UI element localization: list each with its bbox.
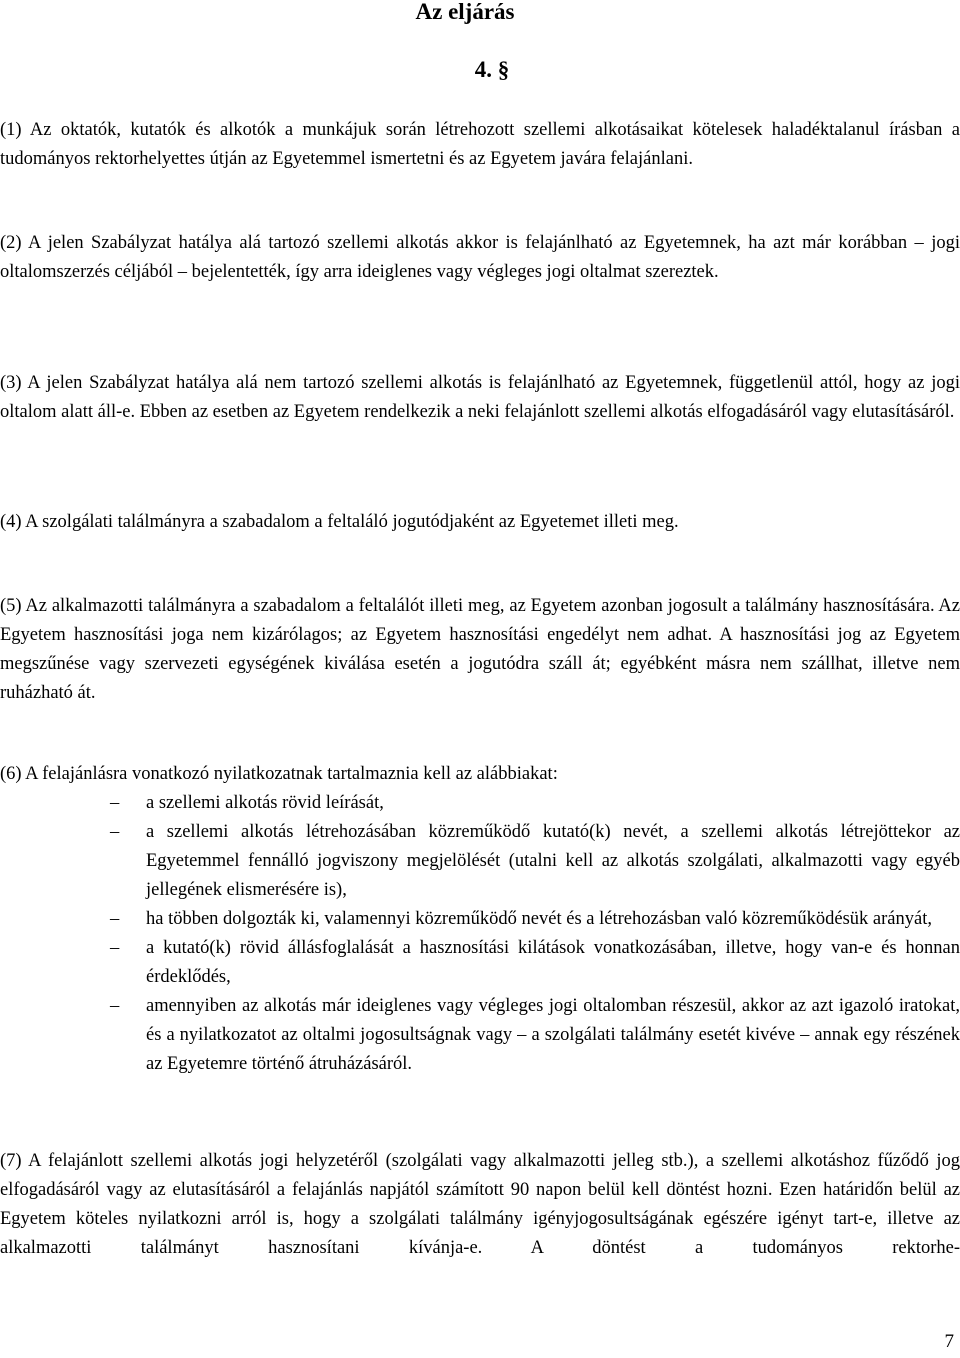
chapter-title: Az eljárás <box>415 0 515 24</box>
list-item-text: a kutató(k) rövid állásfoglalását a hasznosítási kilátások vonatkozásában, illetve, hogy van-e és honnan érdeklődés, <box>146 938 960 987</box>
list-item <box>0 789 960 818</box>
list-item-text: a szellemi alkotás rövid leírását, <box>146 793 384 813</box>
list-item <box>0 992 960 1079</box>
paragraph-6: (6) A felajánlásra vonatkozó nyilatkozatnak tartalmaznia kell az alábbiakat: <box>0 764 558 784</box>
list-dash: – <box>110 822 120 842</box>
list-item-text: amennyiben az alkotás már ideiglenes vagy végleges jogi oltalomban részesül, akkor az azt igazoló iratokat, és a nyilatkozatot az oltalmi jogosultságnak vagy – a szolgálati találmány esetét kivéve – annak egy részének az Egyetemre történő átruházásáról. <box>146 996 960 1074</box>
requirements-list <box>0 789 960 1079</box>
list-dash: – <box>110 938 120 958</box>
paragraph-7: (7) A felajánlott szellemi alkotás jogi helyzetéről (szolgálati vagy alkalmazotti jelleg stb.), a szellemi alkotáshoz fűződő jog elfogadásáról vagy az elutasításáról a felajánlás napjától számított 90 napon belül kell döntést hozni. Ezen határidőn belül az Egyetem köteles nyilatkozni arról is, hogy a szolgálati találmány igényjogosultságának egészére igényt tart-e, illetve az alkalmazotti találmányt hasznosítani kívánja-e. A döntést a tudományos rektorhe- <box>0 1151 960 1258</box>
list-dash: – <box>110 909 120 929</box>
list-dash: – <box>110 793 120 813</box>
list-item <box>0 905 960 934</box>
list-item <box>0 818 960 905</box>
list-item-text: ha többen dolgozták ki, valamennyi közreműködő nevét és a létrehozásban való közreműködésük arányát, <box>146 909 932 929</box>
list-item <box>0 934 960 992</box>
paragraph-5: (5) Az alkalmazotti találmányra a szabadalom a feltalálót illeti meg, az Egyetem azonban jogosult a találmány hasznosítására. Az Egyetem hasznosítási joga nem kizárólagos; az Egyetem hasznosítási engedélyt nem adhat. A hasznosítási jog az Egyetem megszűnése vagy szervezeti egységének kiválása esetén a jogutódra száll át; egyébként másra nem szállhat, illetve nem ruházható át. <box>0 596 960 703</box>
list-item-text: a szellemi alkotás létrehozásában közreműködő kutató(k) nevét, a szellemi alkotás létrejöttekor az Egyetemmel fennálló jogviszony megjelölését (utalni kell az alkotás szolgálati, alkalmazotti vagy egyéb jellegének elismerésére is), <box>146 822 960 900</box>
page-number: 7 <box>944 1331 954 1352</box>
list-dash: – <box>110 996 120 1016</box>
section-number: 4. § <box>474 57 510 82</box>
paragraph-1: (1) Az oktatók, kutatók és alkotók a munkájuk során létrehozott szellemi alkotásaikat kötelesek haladéktalanul írásban a tudományos rektorhelyettes útján az Egyetemmel ismertetni és az Egyetem javára felajánlani. <box>0 120 960 169</box>
paragraph-4: (4) A szolgálati találmányra a szabadalom a feltaláló jogutódjaként az Egyetemet illeti meg. <box>0 512 679 532</box>
paragraph-2: (2) A jelen Szabályzat hatálya alá tartozó szellemi alkotás akkor is felajánlható az Egyetemnek, ha azt már korábban – jogi oltalomszerzés céljából – bejelentették, így arra ideiglenes vagy végleges jogi oltalmat szereztek. <box>0 233 960 282</box>
paragraph-3: (3) A jelen Szabályzat hatálya alá nem tartozó szellemi alkotás is felajánlható az Egyetemnek, függetlenül attól, hogy az jogi oltalom alatt áll-e. Ebben az esetben az Egyetem rendelkezik a neki felajánlott szellemi alkotás elfogadásáról vagy elutasításáról. <box>0 373 960 422</box>
